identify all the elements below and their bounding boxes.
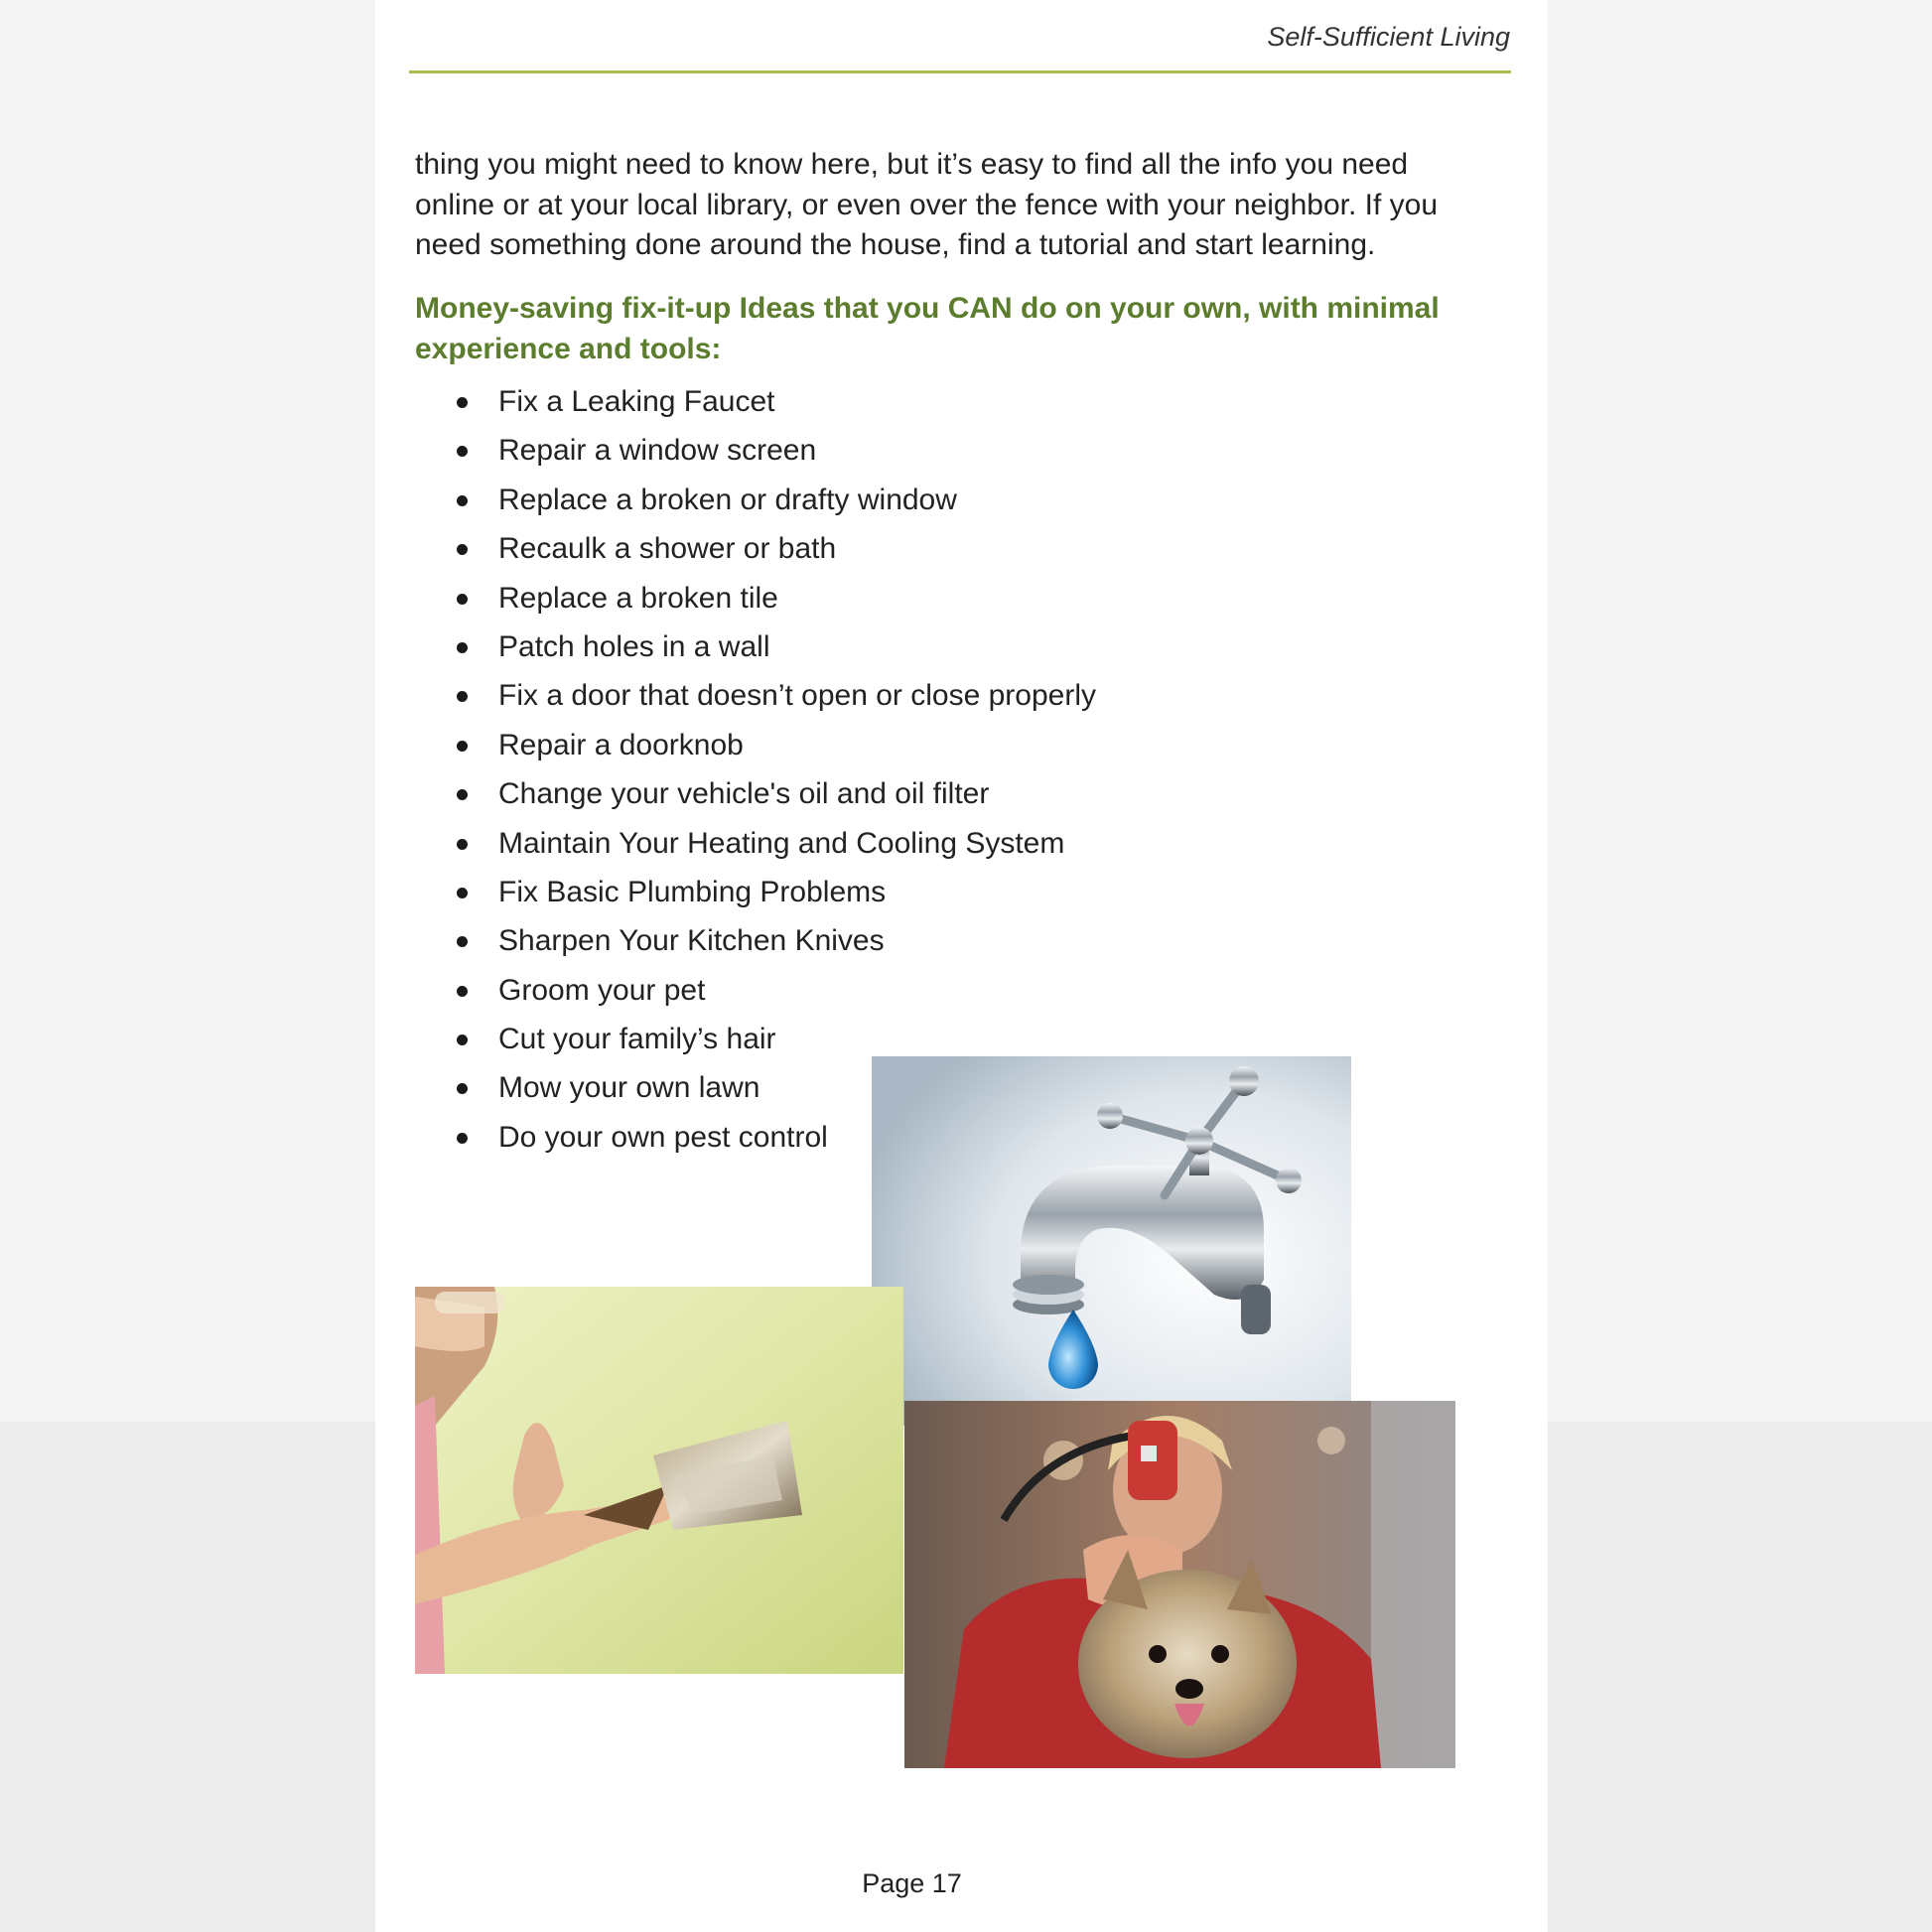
bullet-icon xyxy=(457,495,468,506)
bullet-icon xyxy=(457,986,468,997)
list-item-label: Patch holes in a wall xyxy=(498,629,770,663)
list-item xyxy=(415,966,1096,1015)
list-item-label: Cut your family’s hair xyxy=(498,1023,776,1056)
list-item-label: Sharpen Your Kitchen Knives xyxy=(498,924,885,958)
bullet-icon xyxy=(457,594,468,605)
bullet-icon xyxy=(457,839,468,850)
list-item-label: Fix a Leaking Faucet xyxy=(498,385,775,418)
list-item-label: Replace a broken tile xyxy=(498,581,778,615)
list-item xyxy=(415,622,1096,671)
page-number: Page 17 xyxy=(862,1868,962,1898)
list-item-label: Mow your own lawn xyxy=(498,1071,760,1105)
list-item xyxy=(415,574,1096,622)
bullet-icon xyxy=(457,1083,468,1094)
bullet-icon xyxy=(457,741,468,752)
bullet-icon xyxy=(457,642,468,653)
list-item-label: Maintain Your Heating and Cooling System xyxy=(498,826,1065,860)
bullet-icon xyxy=(457,888,468,898)
faucet-photo xyxy=(872,1056,1351,1426)
list-item-label: Change your vehicle's oil and oil filter xyxy=(498,777,990,811)
bullet-icon xyxy=(457,446,468,457)
list-item xyxy=(415,377,1096,426)
list-item-label: Fix Basic Plumbing Problems xyxy=(498,875,887,908)
list-item-label: Recaulk a shower or bath xyxy=(498,532,837,566)
dog-grooming-photo xyxy=(904,1401,1455,1768)
list-item xyxy=(415,916,1096,965)
fix-it-list xyxy=(415,377,1096,1162)
list-item xyxy=(415,868,1096,916)
document-page xyxy=(375,0,1548,1932)
list-item-label: Repair a window screen xyxy=(498,434,817,468)
list-item-label: Groom your pet xyxy=(498,973,706,1007)
list-item xyxy=(415,524,1096,573)
list-item xyxy=(415,671,1096,720)
bullet-icon xyxy=(457,397,468,408)
list-item-label: Repair a doorknob xyxy=(498,728,744,761)
list-item xyxy=(415,819,1096,868)
intro-paragraph: thing you might need to know here, but it’s easy to find all the info you need online or at your local library, or even over the fence with your neighbor. If you need something done around the house, find a tutorial and start learning. xyxy=(415,148,1439,261)
list-item xyxy=(415,476,1096,524)
bullet-icon xyxy=(457,936,468,947)
bullet-icon xyxy=(457,1035,468,1045)
list-item xyxy=(415,769,1096,818)
list-item xyxy=(415,721,1096,769)
bullet-icon xyxy=(457,1133,468,1144)
list-item-label: Replace a broken or drafty window xyxy=(498,483,957,516)
section-heading: Money-saving fix-it-up Ideas that you CAN do on your own, with minimal experience and tools: xyxy=(415,292,1440,365)
wall-patching-photo xyxy=(415,1287,903,1674)
list-item-label: Do your own pest control xyxy=(498,1120,828,1154)
bullet-icon xyxy=(457,691,468,702)
list-item-label: Fix a door that doesn’t open or close properly xyxy=(498,679,1097,713)
bullet-icon xyxy=(457,789,468,800)
list-item xyxy=(415,426,1096,475)
header-divider xyxy=(409,70,1511,73)
running-header-title: Self-Sufficient Living xyxy=(1267,22,1510,52)
bullet-icon xyxy=(457,544,468,555)
